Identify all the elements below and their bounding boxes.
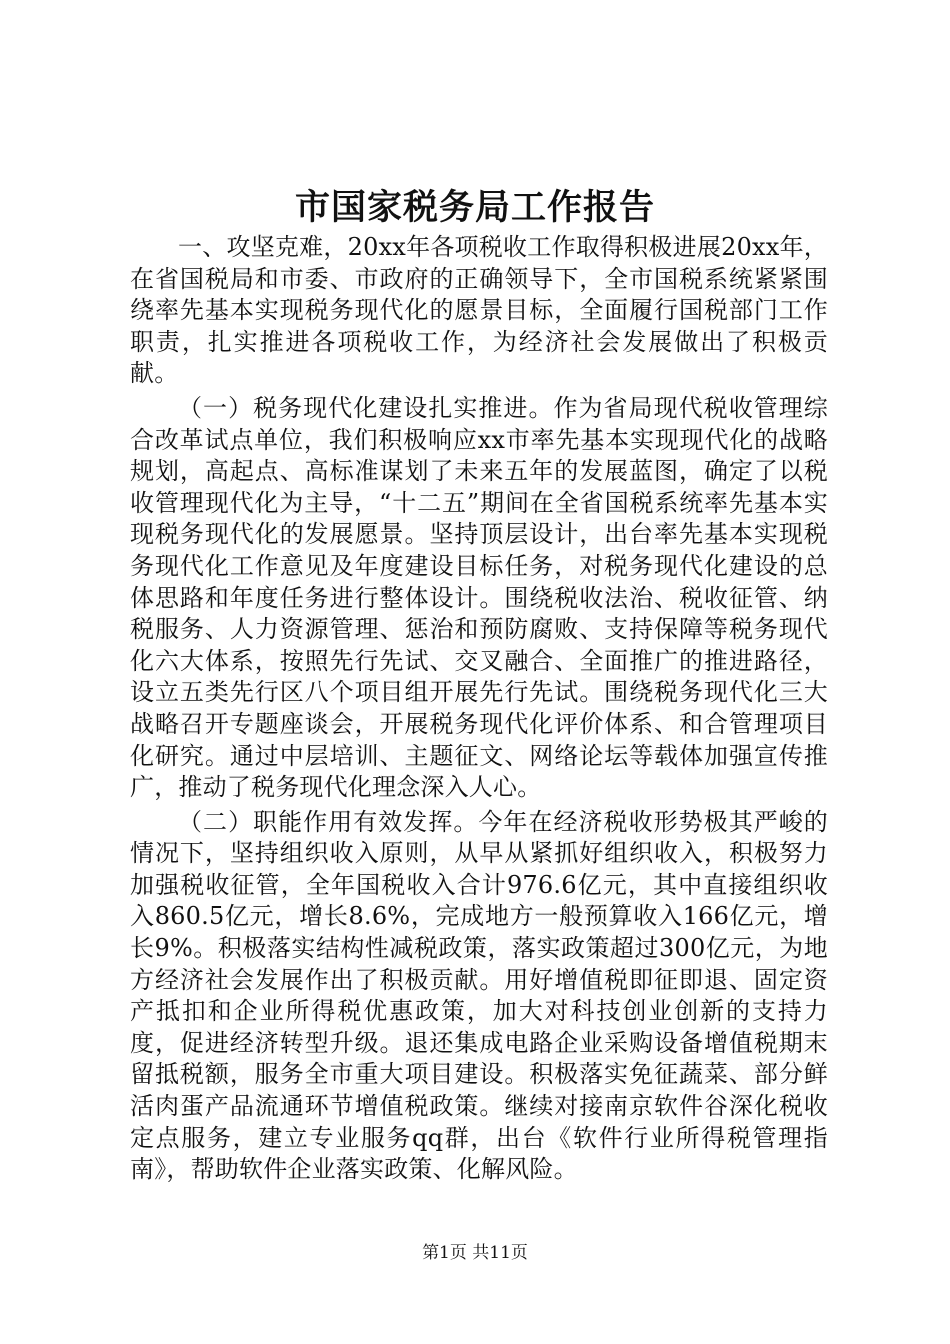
paragraph-section-two: （二）职能作用有效发挥。今年在经济税收形势极其严峻的情况下，坚持组织收入原则，从早从紧抓好组织收入，积极努力加强税收征管，全年国税收入合计976.6亿元，其中直接组织收入860.5亿元，增长8.6%，完成地方一般预算收入166亿元，增长9%。积极落实结构性减税政策，落实政策超过300亿元，为地方经济社会发展作出了积极贡献。用好增值税即征即退、固定资产抵扣和企业所得税优惠政策，加大对科技创业创新的支持力度，促进经济转型升级。退还集成电路企业采购设备增值税期末留抵税额，服务全市重大项目建设。积极落实免征蔬菜、部分鲜活肉蛋产品流通环节增值税政策。继续对接南京软件谷深化税收定点服务，建立专业服务qq群，出台《软件行业所得税管理指南》，帮助软件企业落实政策、化解风险。 (130, 807, 828, 1184)
document-body (130, 232, 828, 1186)
paragraph-intro: 一、攻坚克难，20xx年各项税收工作取得积极进展20xx年，在省国税局和市委、市政府的正确领导下，全市国税系统紧紧围绕率先基本实现税务现代化的愿景目标，全面履行国税部门工作职责，扎实推进各项税收工作，为经济社会发展做出了积极贡献。 (130, 233, 828, 388)
page-number-footer: 第1页 共11页 (422, 1243, 528, 1263)
paragraph-section-one: （一）税务现代化建设扎实推进。作为省局现代税收管理综合改革试点单位，我们积极响应xx市率先基本实现现代化的战略规划，高起点、高标准谋划了未来五年的发展蓝图，确定了以税收管理现代化为主导，“十二五”期间在全省国税系统率先基本实现税务现代化的发展愿景。坚持顶层设计，出台率先基本实现税务现代化工作意见及年度建设目标任务，对税务现代化建设的总体思路和年度任务进行整体设计。围绕税收法治、税收征管、纳税服务、人力资源管理、惩治和预防腐败、支持保障等税务现代化六大体系，按照先行先试、交叉融合、全面推广的推进路径，设立五类先行区八个项目组开展先行先试。围绕税务现代化三大战略召开专题座谈会，开展税务现代化评价体系、和合管理项目化研究。通过中层培训、主题征文、网络论坛等载体加强宣传推广，推动了税务现代化理念深入人心。 (130, 393, 828, 802)
document-title: 市国家税务局工作报告 (294, 187, 655, 228)
